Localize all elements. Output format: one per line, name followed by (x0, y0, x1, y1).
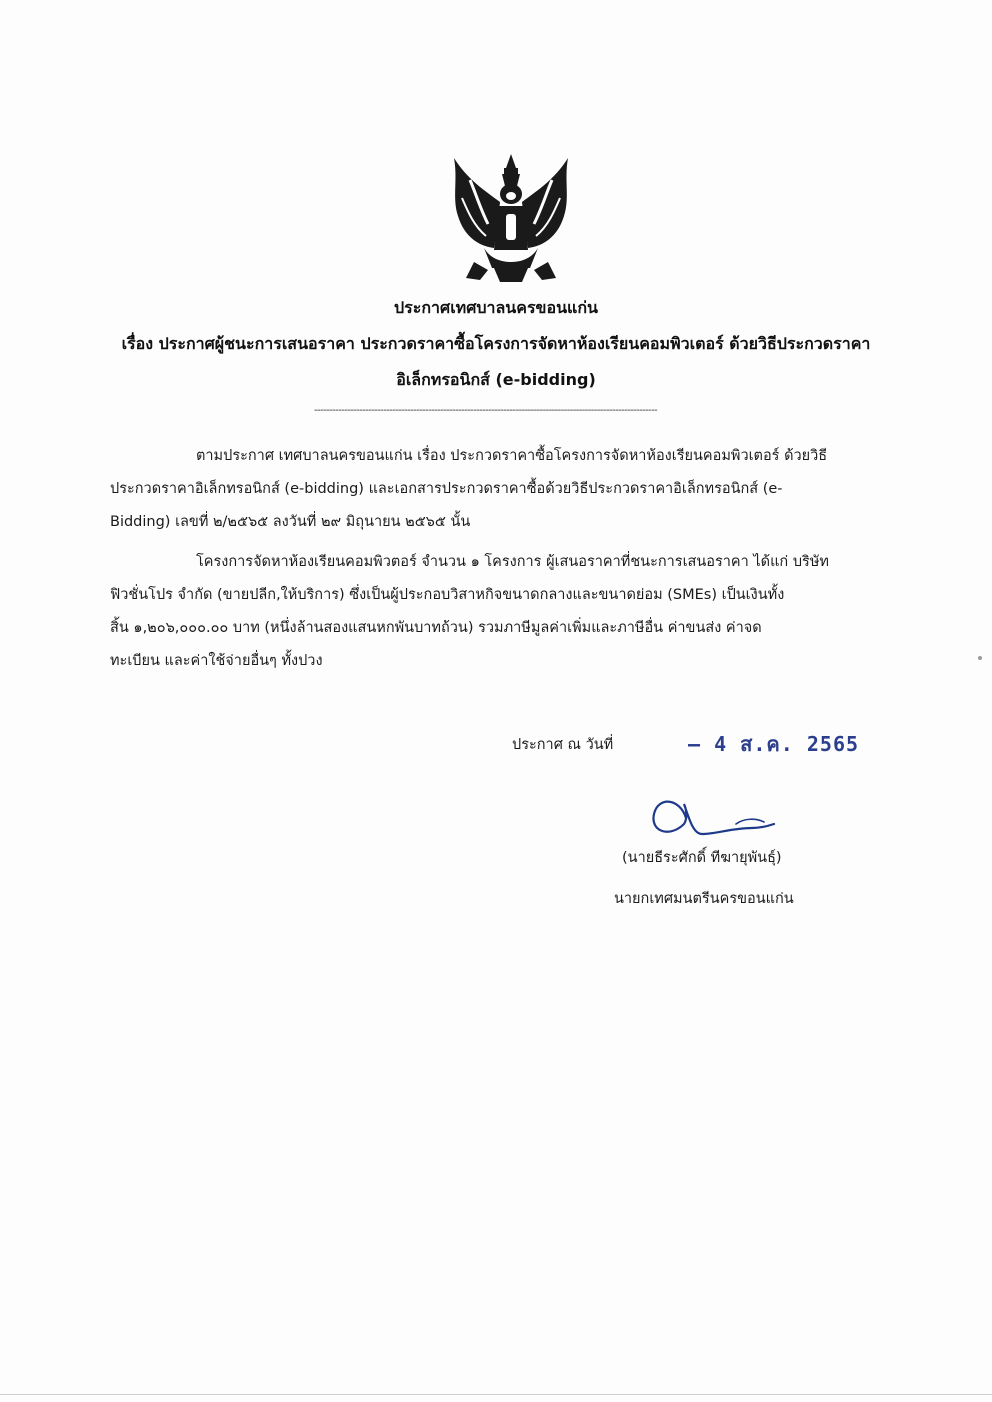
page-bottom-edge (0, 1394, 992, 1395)
paragraph-line: Bidding) เลขที่ ๒/๒๕๖๕ ลงวันที่ ๒๙ มิถุนายน ๒๕๖๕ นั้น (110, 514, 471, 530)
paragraph-award (110, 546, 910, 678)
issuer-heading: ประกาศเทศบาลนครขอนแก่น (394, 298, 598, 317)
paragraph-line: ตามประกาศ เทศบาลนครขอนแก่น เรื่อง ประกวดราคาซื้อโครงการจัดหาห้องเรียนคอมพิวเตอร์ ด้วยวิธี (196, 448, 828, 464)
paragraph-line: ทะเบียน และค่าใช้จ่ายอื่นๆ ทั้งปวง (110, 653, 323, 669)
paragraph-line: ประกวดราคาอิเล็กทรอนิกส์ (e-bidding) และเอกสารประกวดราคาซื้อด้วยวิธีประกวดราคาอิเล็กทรอนิกส์ (e- (110, 481, 783, 497)
divider-line: ------------------------------------------------------------------------------------------------------------------ (314, 405, 657, 416)
date-stamp: – 4 ส.ค. 2565 (688, 732, 860, 756)
garuda-emblem (444, 150, 579, 285)
paragraph-reference (110, 440, 910, 539)
paragraph-line: โครงการจัดหาห้องเรียนคอมพิวตอร์ จำนวน ๑ โครงการ ผู้เสนอราคาที่ชนะการเสนอราคา ได้แก่ บริษัท (196, 554, 829, 570)
paragraph-line: ฟิวชั่นโปร จำกัด (ขายปลีก,ให้บริการ) ซึ่งเป็นผู้ประกอบวิสาหกิจขนาดกลางและขนาดย่อม (SMEs) เป็นเงินทั้ง (110, 587, 785, 603)
paragraph-line: สิ้น ๑,๒๐๖,๐๐๐.๐๐ บาท (หนึ่งล้านสองแสนหกพันบาทถ้วน) รวมภาษีมูลค่าเพิ่มและภาษีอื่น ค่าขนส่ง ค่าจด (110, 620, 762, 636)
subject-heading-line1: เรื่อง ประกาศผู้ชนะการเสนอราคา ประกวดราคาซื้อโครงการจัดหาห้องเรียนคอมพิวเตอร์ ด้วยวิธีประกวดราคา (121, 334, 871, 353)
subject-heading-line2: อิเล็กทรอนิกส์ (e-bidding) (396, 370, 596, 389)
scan-speck (978, 656, 982, 660)
signer-name: (นายธีระศักดิ์ ทีฆายุพันธุ์) (622, 850, 782, 866)
signer-title: นายกเทศมนตรีนครขอนแก่น (614, 891, 794, 907)
signature (640, 788, 780, 848)
announced-label: ประกาศ ณ วันที่ (512, 737, 614, 753)
